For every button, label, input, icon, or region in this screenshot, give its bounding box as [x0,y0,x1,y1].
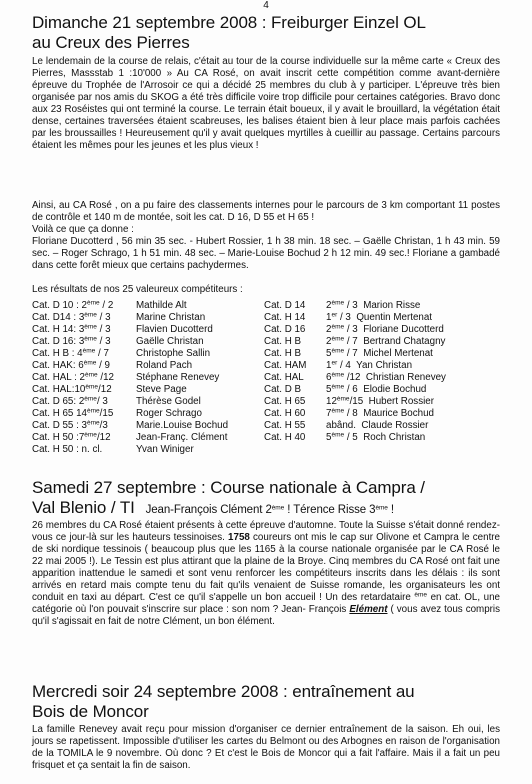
section-title-freiburger [32,13,426,53]
result-rank-name-2: 5ème / 5 Roch Christan [326,431,426,443]
result-category: Cat. D14 : 3ème / 3 [32,311,111,323]
paragraph-campra: 26 membres du CA Rosé étaient présents à cette épreuve d'automne. Toute la Suisse s'était donné rendez-vous ce jour-là sur les hauteurs tessinoises. 1758 coureurs ont mis le cap sur Olivone et Campra le centre de ski nordique tessinois ( beaucoup plus que les 1165 à la course nationale organisée par le CA Rosé le 22 mai 2005 !). Le Tessin est plus attirant que la plaine de la Broye. Cinq membres du CA Rosé ont fait une apparition inattendue le samedi et sont venu renforcer les compétiteurs inscrits dans les délais : ils sont arrivés en retard mais compte tenu du fait qu'ils venaient de Suisse romande, les organisateurs les ont conduit en taxi au départ. C'est ce qu'il s'appelle un bon accueil ! Un des retardataire $^{ème}$ en cat. OL, une catégorie où l'on pouvait s'inscrire sur place : son nom ? Jean- François Elément ( vous avez tous compris qu'il s'agissait en fait de notre Clément, un bon élément. [32,520,501,627]
result-row [32,432,512,444]
section-title-campra [32,478,425,520]
result-rank-name-2: abând. Claude Rossier [326,420,429,431]
result-row [32,360,512,372]
result-name: Marine Christan [136,312,206,323]
paragraph-classements: Ainsi, au CA Rosé , on a pu faire des classements internes pour le parcours de 3 km comportant 11 postes de contrôle et 140 m de montée, soit les cat. D 16, D 55 et H 65 ! [32,200,500,223]
result-category: Cat. H 50 : n. cl. [32,444,103,455]
result-row [32,444,512,456]
result-name: Roland Pach [136,360,193,371]
result-category: Cat. D 10 : 2ème / 2 [32,299,114,311]
result-category: Cat. D 16: 3ème / 3 [32,335,111,347]
result-row [32,396,512,408]
result-rank-name-2: 5ème / 7 Michel Mertenat [326,347,433,359]
result-category: Cat. H 65 14ème/15 [32,407,114,419]
result-category: Cat. D 65: 2ème/ 3 [32,395,108,407]
result-name: Jean-Franç. Clément [136,432,228,443]
result-category-2: Cat. D B [264,384,302,395]
section-title-line1: Dimanche 21 septembre 2008 : Freiburger Einzel OL [32,13,426,32]
result-rank-name-2: 1er / 3 Quentin Mertenat [326,311,433,323]
result-category-2: Cat. H 60 [264,408,306,419]
result-row [32,372,512,384]
paragraph-intro: Le lendemain de la course de relais, c'était au tour de la course individuelle sur la même carte « Creux des Pierres, Massstab 1 :10'000 » Au CA Rosé, on avait inscrit cette compétition comme avant-dernière épreuve du Trophée de l'Arrosoir ce qui a décidé 25 membres du club à y participer. L'épreuve très bien organisée par nos amis du SKOG a été très difficile voire trop difficile pour certaines catégories. Bravo donc aux 23 Roséistes qui ont terminé la course. Le terrain était boueux, il y avait le brouillard, la végétation était dense, certaines traversées étaient scabreuses, les balises étaient bien à leur place mais parfois cachées par les broussailles ! Heureusement qu'il y avait quelques myrtilles à cueillir au passage. Certains parcours étaient les mêmes pour les jeunes et les plus vieux ! [32,56,500,151]
result-name: Christophe Sallin [136,348,211,359]
result-rank-name-2: 1er / 4 Yan Christan [326,359,413,371]
section-title-line2: Bois de Moncor [32,702,149,721]
result-category-2: Cat. D 16 [264,324,306,335]
result-category: Cat. HAK: 6ème / 9 [32,359,111,371]
paragraph-temps: Floriane Ducotterd , 56 min 35 sec. - Hubert Rossier, 1 h 38 min. 18 sec. – Gaëlle Christan, 1 h 43 min. 59 sec. – Roger Schrago, 1 h 51 min. 48 sec. – Marie-Louise Bochud 2 h 12 min. 49 sec.! Floriane a gambadé dans cette forêt mieux que certains pachydermes. [32,236,500,271]
result-category-2: Cat. H B [264,336,302,347]
result-row [32,408,512,420]
result-rank-name-2 [326,444,329,456]
element-pun: Elément [349,604,388,615]
result-row [32,420,512,432]
section-title-line2: au Creux des Pierres [32,33,190,52]
result-category: Cat. H 14: 3ème / 3 [32,323,111,335]
result-name: Roger Schrago [136,408,202,419]
result-rank-name-2: 5ème / 6 Elodie Bochud [326,383,427,395]
runner-count: 1758 [228,532,250,543]
result-rank-name-2: 6ème /12 Christian Renevey [326,371,446,383]
paragraph-moncor: La famille Renevey avait reçu pour mission d'organiser ce dernier entraînement de la saison. Eh oui, les jours se rapetissent. Impossible d'utiliser les cartes du Belmont ou des Arbognes en raison de l'organisation de la TOMILA le 9 novembre. Où donc ? Et c'est le Bois de Moncor qui a fait l'affaire. Mais il a fait un peu frisquet et ça sentait la fin de saison. [32,724,500,771]
result-rank-name-2: 7ème / 8 Maurice Bochud [326,407,434,419]
result-category-2: Cat. H 65 [264,396,306,407]
section-title-moncor [32,682,415,722]
results-intro: Les résultats de nos 25 valeureux compétiteurs : [32,284,243,295]
result-category: Cat. HAL : 2ème /12 [32,371,114,383]
result-name: Yvan Winiger [136,444,194,455]
results-table [32,300,512,456]
result-name: Gaëlle Christan [136,336,204,347]
result-category-2: Cat. H 14 [264,312,306,323]
result-name: Flavien Ducotterd [136,324,213,335]
result-name: Thérèse Godel [136,396,201,407]
result-category-2: Cat. H 55 [264,420,306,431]
result-rank-name-2: 2ème / 3 Marion Risse [326,299,421,311]
section-title-line1: Mercredi soir 24 septembre 2008 : entraînement au [32,682,415,701]
result-name: Mathilde Alt [136,300,187,311]
result-row [32,336,512,348]
result-category: Cat. HAL:10ème/12 [32,383,112,395]
result-category-2: Cat. H 40 [264,432,306,443]
result-category: Cat. H 50 :7ème/12 [32,431,111,443]
result-rank-name-2: 12ème/15 Hubert Rossier [326,395,434,407]
result-row [32,312,512,324]
result-row [32,324,512,336]
result-row [32,384,512,396]
result-category: Cat. H B : 4ème / 7 [32,347,109,359]
result-row [32,300,512,312]
result-category-2: Cat. HAL [264,372,304,383]
result-rank-name-2: 2ème / 7 Bertrand Chatagny [326,335,446,347]
result-name: Stéphane Renevey [136,372,220,383]
section-title-line1: Samedi 27 septembre : Course nationale à Campra / [32,478,425,497]
paragraph-voila: Voilà ce que ça donne : [32,224,134,235]
result-name: Steve Page [136,384,187,395]
section-subtitle: Jean-François Clément 2ème ! Térence Risse 3ème ! [145,504,394,516]
result-category: Cat. D 55 : 3ème/3 [32,419,108,431]
result-name: Marie.Louise Bochud [136,420,229,431]
page-number: 4 [263,0,269,11]
result-category-2: Cat. HAM [264,360,307,371]
result-category-2: Cat. H B [264,348,302,359]
result-row [32,348,512,360]
result-category-2: Cat. D 14 [264,300,306,311]
result-rank-name-2: 2ème / 3 Floriane Ducotterd [326,323,444,335]
section-title-line2: Val Blenio / TI [32,498,135,517]
